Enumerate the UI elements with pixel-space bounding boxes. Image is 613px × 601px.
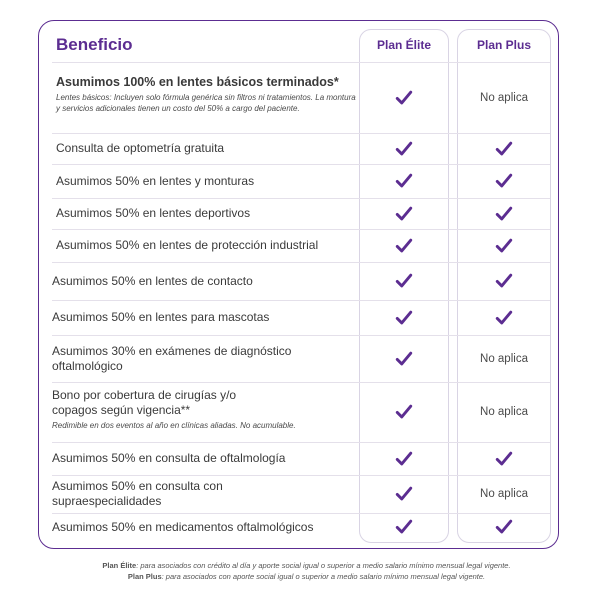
- benefit-label: [56, 133, 356, 164]
- not-applicable-label: No aplica: [480, 488, 528, 500]
- check-icon: [395, 140, 413, 158]
- footnote-elite-text: : para asociados con crédito al día y aporte social igual o superior a medio salario mínimo mensual legal vigente.: [136, 561, 511, 570]
- check-icon: [395, 89, 413, 107]
- check-icon: [495, 172, 513, 190]
- check-icon: [395, 172, 413, 190]
- plan-elite-cell: [359, 300, 449, 335]
- plan-elite-cell: [359, 335, 449, 382]
- benefit-text: Asumimos 50% en lentes deportivos: [56, 206, 251, 220]
- plan-elite-header: Plan Élite: [376, 38, 432, 52]
- benefit-note: Lentes básicos: Incluyen solo fórmula genérica sin filtros ni tratamientos. La montura y servicios adicionales tienen un costo del 50% a cargo del paciente.: [56, 93, 356, 113]
- check-icon: [395, 309, 413, 327]
- benefit-label: [52, 300, 352, 335]
- check-icon: [495, 272, 513, 290]
- check-icon: [395, 205, 413, 223]
- benefit-text: Consulta de optometría gratuita: [56, 141, 225, 155]
- plan-plus-cell: [457, 62, 551, 133]
- check-icon: [395, 272, 413, 290]
- plan-elite-cell: [359, 62, 449, 133]
- benefit-label: [52, 388, 352, 431]
- check-icon: [495, 205, 513, 223]
- benefit-label: [52, 335, 322, 382]
- check-icon: [495, 450, 513, 468]
- benefit-text: Asumimos 50% en consulta con supraespecialidades: [52, 479, 223, 508]
- footnote-elite-label: Plan Élite: [102, 561, 137, 570]
- footnote-plus-text: : para asociados con aporte social igual o superior a medio salario mínimo mensual legal vigente.: [161, 572, 486, 581]
- plan-plus-cell: [457, 300, 551, 335]
- plan-plus-cell: [457, 513, 551, 541]
- benefit-label: [52, 262, 352, 300]
- check-icon: [395, 518, 413, 536]
- benefit-text: Asumimos 50% en lentes de contacto: [52, 273, 253, 288]
- plan-plus-cell: [457, 229, 551, 262]
- footnote-plus-label: Plan Plus: [127, 572, 162, 581]
- plan-plus-cell: [457, 198, 551, 229]
- plan-elite-cell: [359, 382, 449, 442]
- plan-plus-cell: [457, 382, 551, 442]
- benefit-note: Redimible en dos eventos al año en clínicas aliadas. No acumulable.: [52, 421, 296, 430]
- not-applicable-label: No aplica: [480, 91, 528, 104]
- plan-plus-cell: [457, 475, 551, 513]
- benefit-text: Asumimos 50% en medicamentos oftalmológicos: [52, 519, 314, 534]
- plan-plus-cell: [457, 164, 551, 198]
- plan-elite-cell: [359, 133, 449, 164]
- check-icon: [395, 237, 413, 255]
- benefit-label: [52, 442, 352, 475]
- plan-elite-cell: [359, 198, 449, 229]
- benefit-text: Bono por cobertura de cirugías y/o copagos según vigencia**: [52, 388, 237, 417]
- plan-plus-cell: [457, 133, 551, 164]
- benefit-label: [52, 513, 352, 541]
- check-icon: [395, 403, 413, 421]
- plan-plus-cell: [457, 262, 551, 300]
- plan-elite-cell: [359, 475, 449, 513]
- check-icon: [495, 518, 513, 536]
- plan-elite-cell: [359, 229, 449, 262]
- check-icon: [495, 309, 513, 327]
- benefit-label: [56, 229, 356, 262]
- benefit-label: [56, 198, 356, 229]
- check-icon: [495, 237, 513, 255]
- benefit-text: Asumimos 50% en consulta de oftalmología: [52, 451, 286, 465]
- benefit-text: Asumimos 50% en lentes de protección industrial: [56, 238, 319, 252]
- benefit-text: Asumimos 50% en lentes y monturas: [56, 173, 255, 188]
- plan-plus-cell: [457, 442, 551, 475]
- plan-plus-cell: [457, 335, 551, 382]
- benefit-label: [52, 475, 262, 513]
- benefit-text: Asumimos 30% en exámenes de diagnóstico oftalmológico: [52, 343, 292, 373]
- plan-plus-header: Plan Plus: [476, 38, 532, 52]
- footnote-elite: [0, 561, 613, 571]
- footnote-plus: [0, 572, 613, 582]
- benefit-text: Asumimos 100% en lentes básicos terminados*: [56, 75, 339, 89]
- check-icon: [395, 485, 413, 503]
- plan-elite-cell: [359, 262, 449, 300]
- check-icon: [395, 450, 413, 468]
- benefit-text: Asumimos 50% en lentes para mascotas: [52, 310, 270, 324]
- benefit-column-header: Beneficio: [56, 35, 133, 54]
- plan-elite-cell: [359, 164, 449, 198]
- check-icon: [495, 140, 513, 158]
- not-applicable-label: No aplica: [480, 406, 528, 418]
- benefit-label: [56, 164, 356, 198]
- benefit-label: [56, 75, 356, 114]
- plan-elite-cell: [359, 513, 449, 541]
- plan-elite-cell: [359, 442, 449, 475]
- not-applicable-label: No aplica: [480, 352, 528, 365]
- check-icon: [395, 350, 413, 368]
